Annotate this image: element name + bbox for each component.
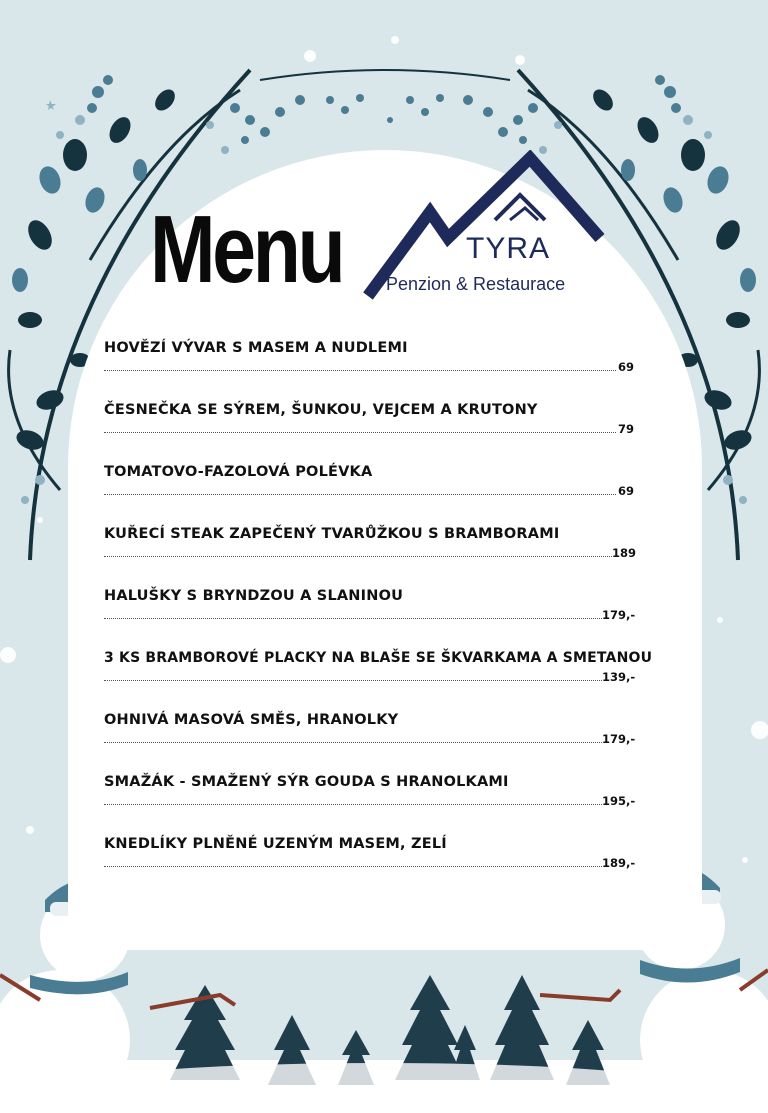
menu-item-name: OHNIVÁ MASOVÁ SMĚS, HRANOLKY <box>104 712 399 728</box>
menu-item-name: HOVĚZÍ VÝVAR S MASEM A NUDLEMI <box>104 340 408 356</box>
menu-item <box>104 712 644 752</box>
dotted-leader <box>104 680 602 681</box>
menu-item-name: ČESNEČKA SE SÝREM, ŠUNKOU, VEJCEM A KRUTONY <box>104 402 538 418</box>
menu-title: Menu <box>150 196 343 303</box>
menu-item <box>104 836 644 876</box>
menu-item <box>104 774 644 814</box>
menu-item-name: KUŘECÍ STEAK ZAPEČENÝ TVARŮŽKOU S BRAMBORAMI <box>104 526 560 542</box>
logo-name: TYRA <box>466 232 551 265</box>
logo-subtitle: Penzion & Restaurace <box>386 274 566 294</box>
menu-item-name: 3 KS BRAMBOROVÉ PLACKY NA BLAŠE SE ŠKVARKAMA A SMETANOU <box>104 650 653 666</box>
menu-item-price: 69 <box>618 484 635 498</box>
dotted-leader <box>104 494 616 495</box>
menu-item-name: HALUŠKY S BRYNDZOU A SLANINOU <box>104 588 404 604</box>
menu-item-price: 139,- <box>602 670 636 684</box>
dotted-leader <box>104 866 602 867</box>
menu-item <box>104 526 644 566</box>
menu-item <box>104 402 644 442</box>
dotted-leader <box>104 556 612 557</box>
menu-item-price: 179,- <box>602 732 636 746</box>
menu-item <box>104 464 644 504</box>
menu-item-name: SMAŽÁK - SMAŽENÝ SÝR GOUDA S HRANOLKAMI <box>104 774 509 790</box>
menu-item-price: 69 <box>618 360 635 374</box>
menu-item-price: 195,- <box>602 794 636 808</box>
menu-item <box>104 650 653 690</box>
menu-item-price: 79 <box>618 422 635 436</box>
menu-item <box>104 588 644 628</box>
menu-item-price: 189,- <box>602 856 636 870</box>
dotted-leader <box>104 804 602 805</box>
dotted-leader <box>104 370 616 371</box>
menu-item-price: 189 <box>612 546 637 560</box>
menu-item <box>104 340 644 380</box>
dotted-leader <box>104 618 602 619</box>
menu-item-name: KNEDLÍKY PLNĚNÉ UZENÝM MASEM, ZELÍ <box>104 836 447 852</box>
menu-item-price: 179,- <box>602 608 636 622</box>
menu-item-name: TOMATOVO-FAZOLOVÁ POLÉVKA <box>104 464 373 480</box>
dotted-leader <box>104 742 602 743</box>
dotted-leader <box>104 432 616 433</box>
